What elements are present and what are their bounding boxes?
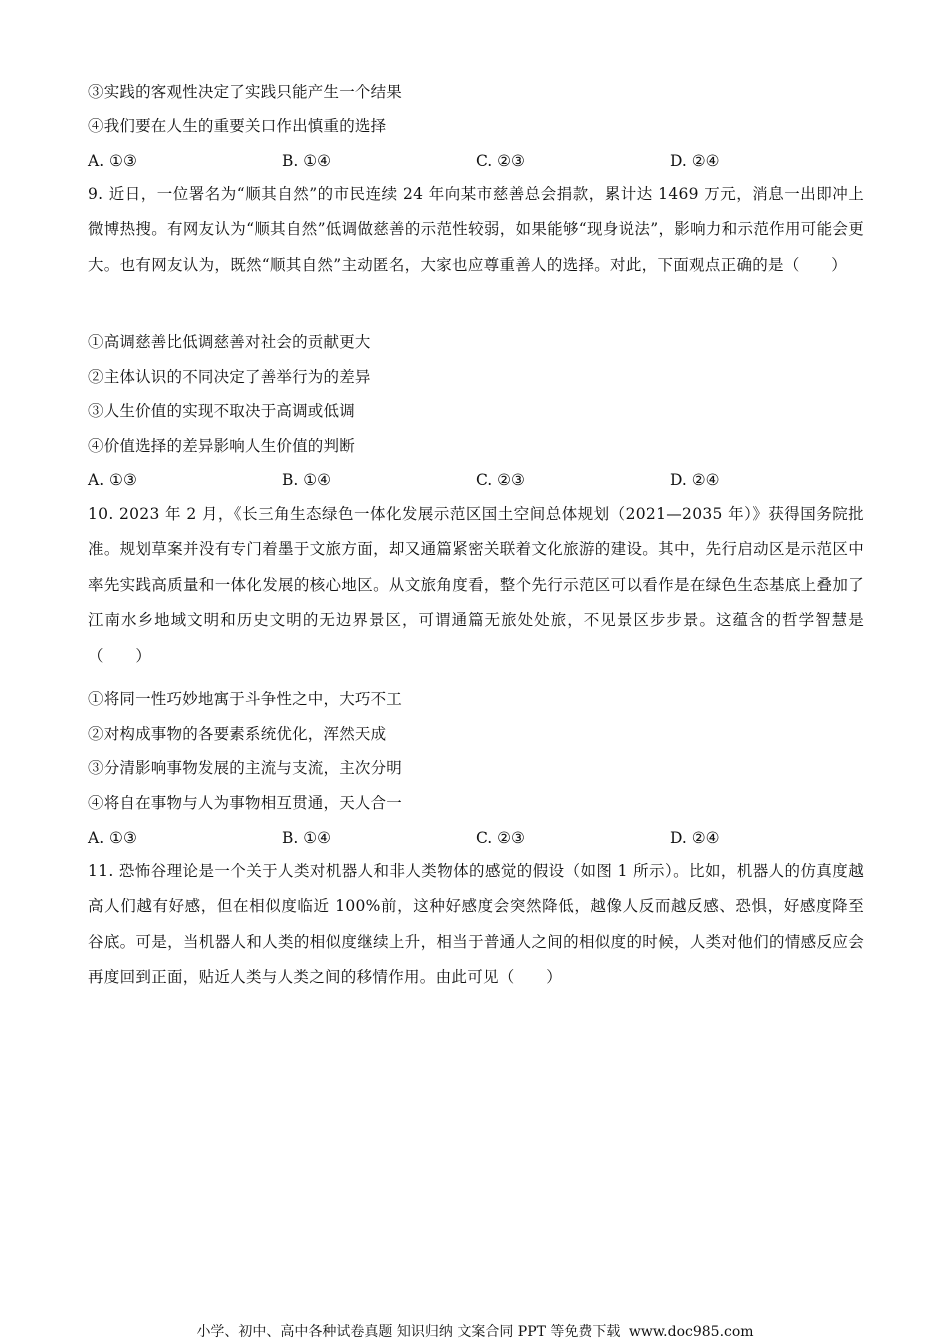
q10-option-b: B. ①④ [282, 829, 332, 847]
q9-statement-1: ①高调慈善比低调慈善对社会的贡献更大 [88, 333, 371, 351]
q9-options [88, 470, 864, 490]
q9-statement-3: ③人生价值的实现不取决于高调或低调 [88, 402, 355, 420]
exam-page [88, 0, 864, 1344]
q10-statement-3: ③分清影响事物发展的主流与支流，主次分明 [88, 759, 403, 777]
q9-option-d: D. ②④ [670, 471, 720, 489]
q8-option-c: C. ②③ [476, 152, 525, 170]
q9-option-c: C. ②③ [476, 471, 525, 489]
q9-stem: 9. 近日，一位署名为“顺其自然”的市民连续 24 年向某市慈善总会捐款，累计达 1469 万元，消息一出即冲上微博热搜。有网友认为“顺其自然”低调做慈善的示范性较弱，如果能够“现身说法”，影响力和示范作用可能会更大。也有网友认为，既然“顺其自然”主动匿名，大家也应尊重善人的选择。对此，下面观点正确的是（ ） [88, 185, 864, 274]
q10-stem: 10. 2023 年 2 月，《长三角生态绿色一体化发展示范区国土空间总体规划（2021—2035 年）》获得国务院批准。规划草案并没有专门着墨于文旅方面，却又通篇紧密关联着文化旅游的建设。其中，先行启动区是示范区中率先实践高质量和一体化发展的核心地区。从文旅角度看，整个先行示范区可以看作是在绿色生态基底上叠加了江南水乡地域文明和历史文明的无边界景区，可谓通篇无旅处处旅，不见景区步步景。这蕴含的哲学智慧是（ ） [88, 505, 864, 665]
footer-url[interactable]: www.doc985.com [628, 1324, 754, 1340]
q10-statement-4: ④将自在事物与人为事物相互贯通，天人合一 [88, 794, 403, 812]
q10-option-d: D. ②④ [670, 829, 720, 847]
footer-text: 小学、初中、高中各种试卷真题 知识归纳 文案合同 PPT 等免费下载 [196, 1324, 621, 1340]
q10-statement-2: ②对构成事物的各要素系统优化，浑然天成 [88, 725, 387, 743]
q11-stem: 11. 恐怖谷理论是一个关于人类对机器人和非人类物体的感觉的假设（如图 1 所示）。比如，机器人的仿真度越高人们越有好感，但在相似度临近 100%前，这种好感度会突然降低，越像人反而越反感、恐惧，好感度降至谷底。可是，当机器人和人类的相似度继续上升，相当于普通人之间的相似度的时候，人类对他们的情感反应会再度回到正面，贴近人类与人类之间的移情作用。由此可见（ ） [88, 862, 864, 987]
q8-option-a: A. ①③ [88, 152, 137, 170]
q8-option-d: D. ②④ [670, 152, 720, 170]
q8-statement-3: ③实践的客观性决定了实践只能产生一个结果 [88, 83, 403, 101]
q10-option-c: C. ②③ [476, 829, 525, 847]
q10-option-a: A. ①③ [88, 829, 137, 847]
q10-options [88, 828, 864, 848]
q8-statement-4: ④我们要在人生的重要关口作出慎重的选择 [88, 117, 387, 135]
q9-statement-4: ④价值选择的差异影响人生价值的判断 [88, 437, 355, 455]
q9-option-a: A. ①③ [88, 471, 137, 489]
q9-option-b: B. ①④ [282, 471, 332, 489]
page-footer [0, 1323, 950, 1341]
q8-option-b: B. ①④ [282, 152, 332, 170]
q10-statement-1: ①将同一性巧妙地寓于斗争性之中，大巧不工 [88, 690, 403, 708]
q9-statement-2: ②主体认识的不同决定了善举行为的差异 [88, 368, 371, 386]
q8-options [88, 151, 864, 171]
